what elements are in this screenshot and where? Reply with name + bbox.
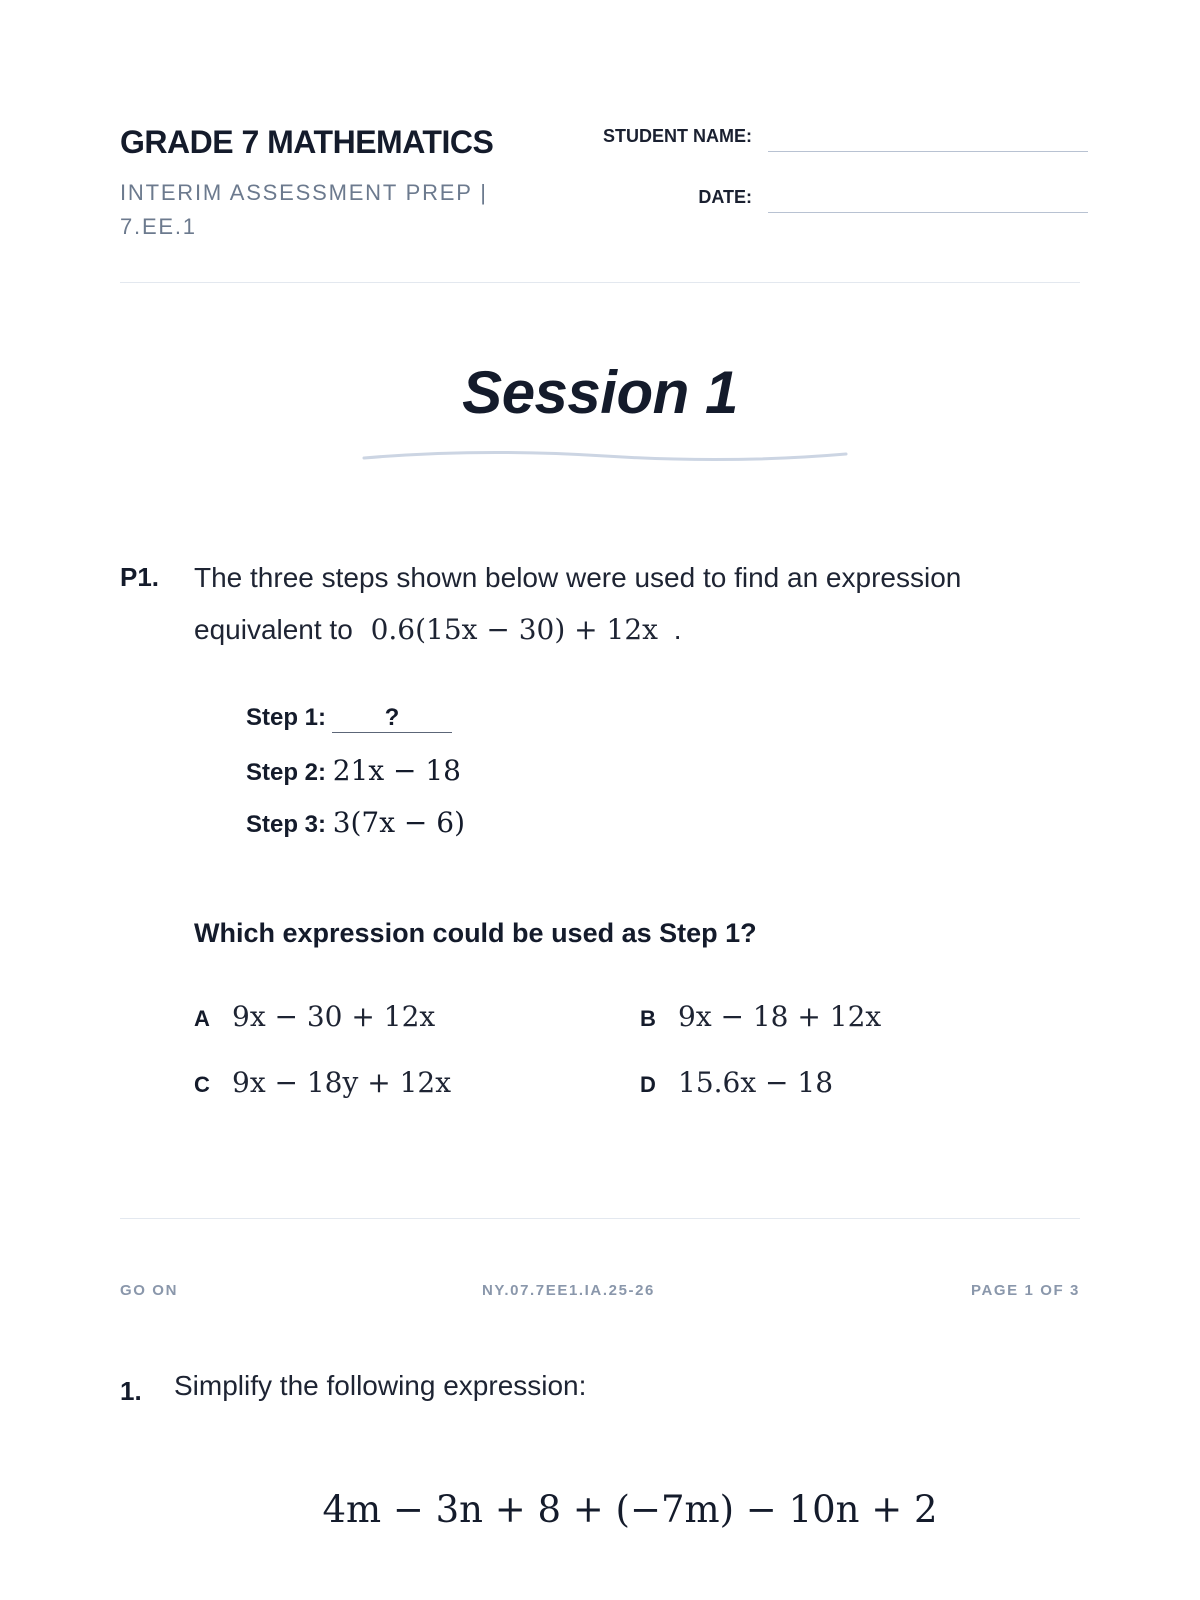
option-d[interactable] — [640, 1066, 833, 1099]
header-divider — [120, 282, 1080, 283]
session-title: Session 1 — [462, 359, 738, 426]
footer-go-on: GO ON — [120, 1282, 179, 1299]
footer-code: NY.07.7EE1.IA.25-26 — [482, 1282, 655, 1299]
option-a[interactable] — [194, 1000, 435, 1033]
step-1 — [246, 704, 452, 733]
option-letter: B — [640, 1006, 656, 1031]
option-b[interactable] — [640, 1000, 881, 1033]
problem-statement: The three steps shown below were used to find an expression equivalent to — [194, 562, 962, 645]
student-name-field[interactable] — [768, 151, 1088, 152]
footer-page-number: PAGE 1 OF 3 — [970, 1282, 1080, 1299]
question-prompt: Which expression could be used as Step 1? — [194, 918, 757, 948]
step-expression: 3(7x − 6) — [332, 806, 466, 839]
worksheet-subtitle: INTERIM ASSESSMENT PREP | 7.EE.1 — [120, 180, 488, 239]
session-underline — [360, 446, 850, 470]
option-letter: A — [194, 1006, 210, 1031]
problem-end-punct: . — [673, 614, 682, 645]
option-letter: D — [640, 1072, 656, 1097]
problem-number: P1. — [120, 562, 160, 592]
step-3 — [246, 806, 465, 839]
step-1-blank: ? — [332, 704, 452, 733]
date-label: DATE: — [698, 187, 752, 207]
step-2 — [246, 754, 461, 787]
date-field[interactable] — [768, 212, 1088, 213]
step-label: Step 2: — [246, 759, 327, 786]
option-expression: 15.6x − 18 — [678, 1066, 834, 1099]
problem-text — [194, 552, 1074, 656]
step-label: Step 1: — [246, 704, 327, 731]
problem-expression: 0.6(15x − 30) + 12x — [370, 613, 658, 646]
option-expression: 9x − 30 + 12x — [232, 1000, 436, 1033]
student-name-label: STUDENT NAME: — [603, 126, 752, 146]
option-expression: 9x − 18y + 12x — [232, 1066, 451, 1099]
question-text: Simplify the following expression: — [174, 1370, 587, 1401]
footer-divider — [120, 1218, 1080, 1219]
question-number: 1. — [120, 1376, 142, 1406]
step-expression: 21x − 18 — [332, 754, 461, 787]
option-expression: 9x − 18 + 12x — [678, 1000, 882, 1033]
question-expression: 4m − 3n + 8 + (−7m) − 10n + 2 — [322, 1488, 938, 1531]
option-c[interactable] — [194, 1066, 451, 1099]
option-letter: C — [194, 1072, 210, 1097]
step-label: Step 3: — [246, 811, 327, 838]
worksheet-title: GRADE 7 MATHEMATICS — [120, 124, 494, 160]
